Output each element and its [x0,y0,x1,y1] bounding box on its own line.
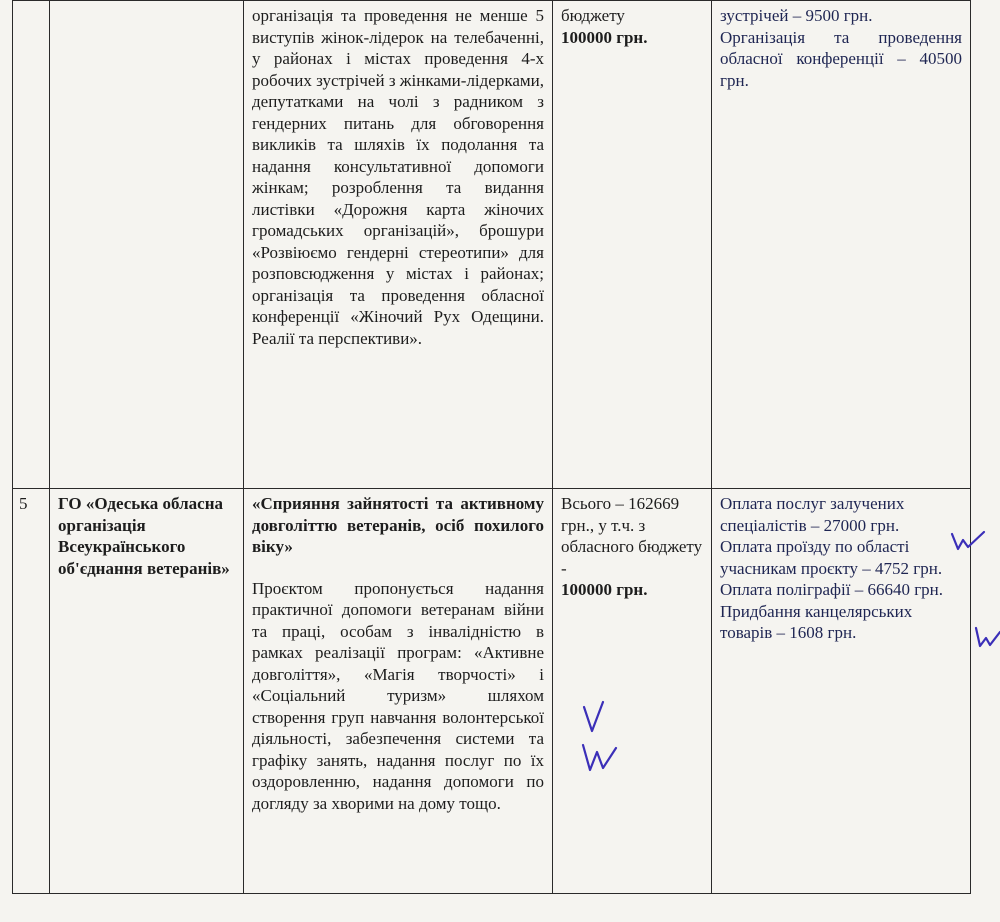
cost-item: Оплата проїзду по області учасникам проєкту – 4752 грн. [720,537,943,578]
row-number-cell: 5 [13,489,50,894]
cost-item: Придбання канцелярських товарів – 1608 грн. [720,601,913,642]
funding-cell [553,489,712,894]
projects-table [12,0,971,894]
table-row [13,1,971,489]
cost-item: Оплата поліграфії – 66640 грн. [720,580,944,599]
table-row [13,489,971,894]
organization-cell [50,1,244,489]
costs-cell [712,489,971,894]
organization-name: ГО «Одеська обласна організація Всеукраїнського об'єднання ветеранів» [50,489,244,894]
description-cell [244,1,553,489]
funding-amount: 100000 грн. [561,27,648,47]
funding-amount: 100000 грн. [561,580,648,599]
project-title: «Сприяння зайнятості та активному довголіттю ветеранів, осіб похилого віку» [252,494,544,556]
row-number-cell [13,1,50,489]
funding-cell [553,1,712,489]
cost-item: Оплата послуг залучених спеціалістів – 27000 грн. [720,494,905,535]
project-description: організація та проведення не менше 5 виступів жінок-лідерок на телебаченні, у районах і містах проведення 4-х робочих зустрічей з жінками-лідерками, депутатками на чолі з радником з гендерних питань для обговорення викликів та шляхів їх подолання та надання консультативної допомоги жінкам; розроблення та видання листівки «Дорожня карта жіночих громадських організацій», брошури «Розвіюємо гендерні стереотипи» для розповсюдження у містах і районах; організація та проведення обласної конференції «Жіночий Рух Одещини. Реалії та перспективи». [252,6,544,348]
project-description: Проєктом пропонується надання практичної допомоги ветеранам війни та праці, особам з інвалідністю в рамках реалізації програм: «Активне довголіття», «Магія творчості» і «Соціальний туризм» шляхом створення груп навчання волонтерської діяльності, забезпечення системи та графіку занять, надання послуг по їх оздоровленню, надання допомоги по догляду за хворими на дому тощо. [252,578,544,813]
double-check-icon [976,628,1000,646]
funding-text: Всього – 162669 грн., у т.ч. з обласного бюджету - [561,494,703,578]
funding-label: бюджету [561,6,625,25]
costs-cell [712,1,971,489]
cost-item: Організація та проведення обласної конференції – 40500 грн. [720,27,962,90]
cost-item: зустрічей – 9500 грн. [720,6,873,25]
description-cell [244,489,553,894]
